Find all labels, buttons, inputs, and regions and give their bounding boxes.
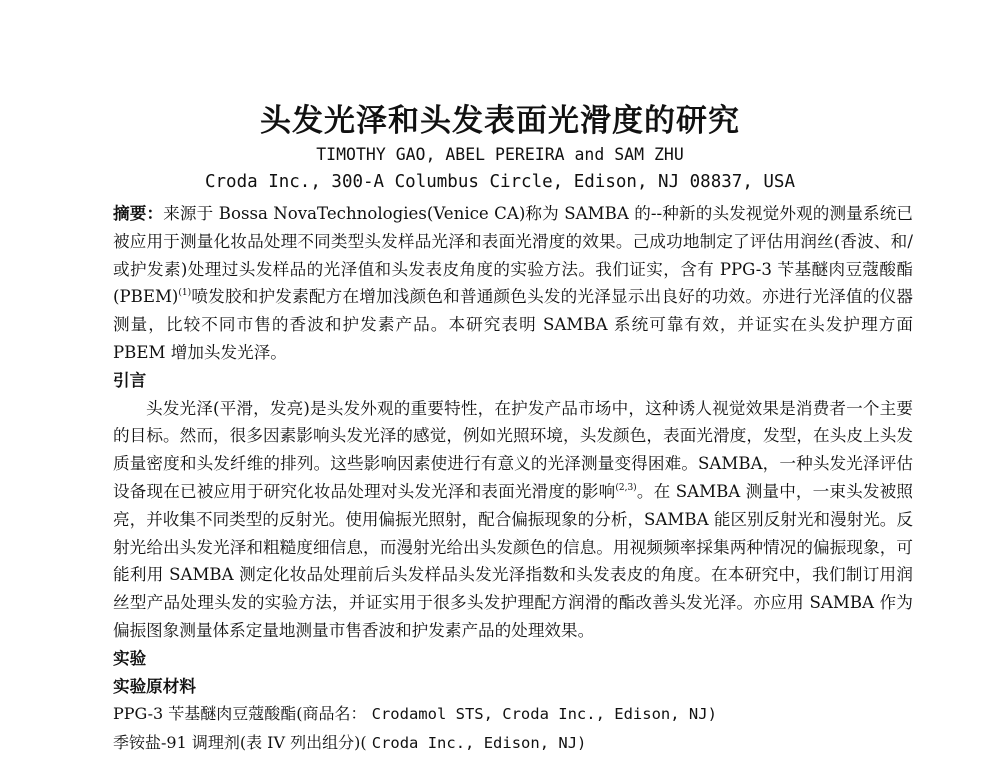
intro-text-part-2: 。在 SAMBA 测量中，一束头发被照亮，并收集不同类型的反射光。使用偏振光照射，配合偏振现象的分析，SAMBA 能区别反射光和漫射光。反射光给出头发光泽和粗糙度细信息，而漫射光给出头发颜色的信息。用视频频率採集两种情况的偏振现象，可能利用 SAMBA 测定化妆品处理前后头发样品头发光泽指数和头发表皮的角度。在本研究中，我们制订用润丝型产品处理头发的实验方法，并证实用于很多头发护理配方润滑的酯改善头发光泽。亦应用 SAMBA 作为偏振图象测量体系定量地测量市售香波和护发素产品的处理效果。: [113, 481, 913, 640]
abstract-text-part-1: 来源于 Bossa NovaTechnologies(Venice CA)称为 SAMBA 的--种新的头发视觉外观的测量系统已被应用于测量化妆品处理不同类型头发样品光泽和表面光滑度的效果。己成功地制定了评估用润丝(香波、和/或护发素)处理过头发样品的光泽值和头发表皮角度的实验方法。我们证实，含有 PPG-3 苄基醚肉豆蔻酸酯(PBEM): [113, 204, 914, 307]
paper-title: 头发光泽和头发表面光滑度的研究: [260, 103, 740, 139]
material-detail: Crodamol STS, Croda Inc., Edison, NJ): [371, 705, 717, 724]
abstract-paragraph: [113, 200, 913, 367]
materials-subheading: 实验原材料: [113, 675, 196, 696]
intro-reference: (2,3): [615, 482, 637, 493]
paper-affiliation: Croda Inc., 300-A Columbus Circle, Edison, NJ 08837, USA: [204, 172, 795, 192]
intro-text-part-1: 头发光泽(平滑，发亮)是头发外观的重要特性，在护发产品市场中，这种诱人视觉效果是消费者一个主要的目标。然而，很多因素影响头发光泽的感觉，例如光照环境，头发颜色，表面光滑度，发型，在头皮上头发质量密度和头发纤维的排列。这些影响因素使进行有意义的光泽测量变得困难。SAMBA，一种头发光泽评估设备现在已被应用于研究化妆品处理对头发光泽和表面光滑度的影响: [113, 398, 913, 501]
intro-heading: 引言: [113, 369, 147, 390]
material-item: [113, 700, 913, 729]
material-detail: Croda Inc., Edison, NJ): [371, 734, 587, 753]
paper-authors: TIMOTHY GAO, ABEL PEREIRA and SAM ZHU: [316, 145, 684, 164]
material-name: PPG-3 苄基醚肉豆蔻酸酯(商品名：: [113, 704, 367, 724]
paper-body: [113, 200, 913, 758]
material-item: [113, 729, 913, 758]
abstract-text-part-2: 喷发胶和护发素配方在增加浅颜色和普通颜色头发的光泽显示出良好的功效。亦进行光泽值的仪器测量，比较不同市售的香波和护发素产品。本研究表明 SAMBA 系统可靠有效，并证实在头发护理方面 PBEM 增加头发光泽。: [113, 287, 913, 362]
abstract-reference: (1): [178, 288, 192, 299]
experiment-heading: 实验: [113, 647, 147, 668]
material-name: 季铵盐-91 调理剂(表 IV 列出组分)(: [113, 733, 367, 753]
abstract-label: 摘要：: [113, 203, 164, 223]
intro-paragraph: [113, 395, 913, 645]
